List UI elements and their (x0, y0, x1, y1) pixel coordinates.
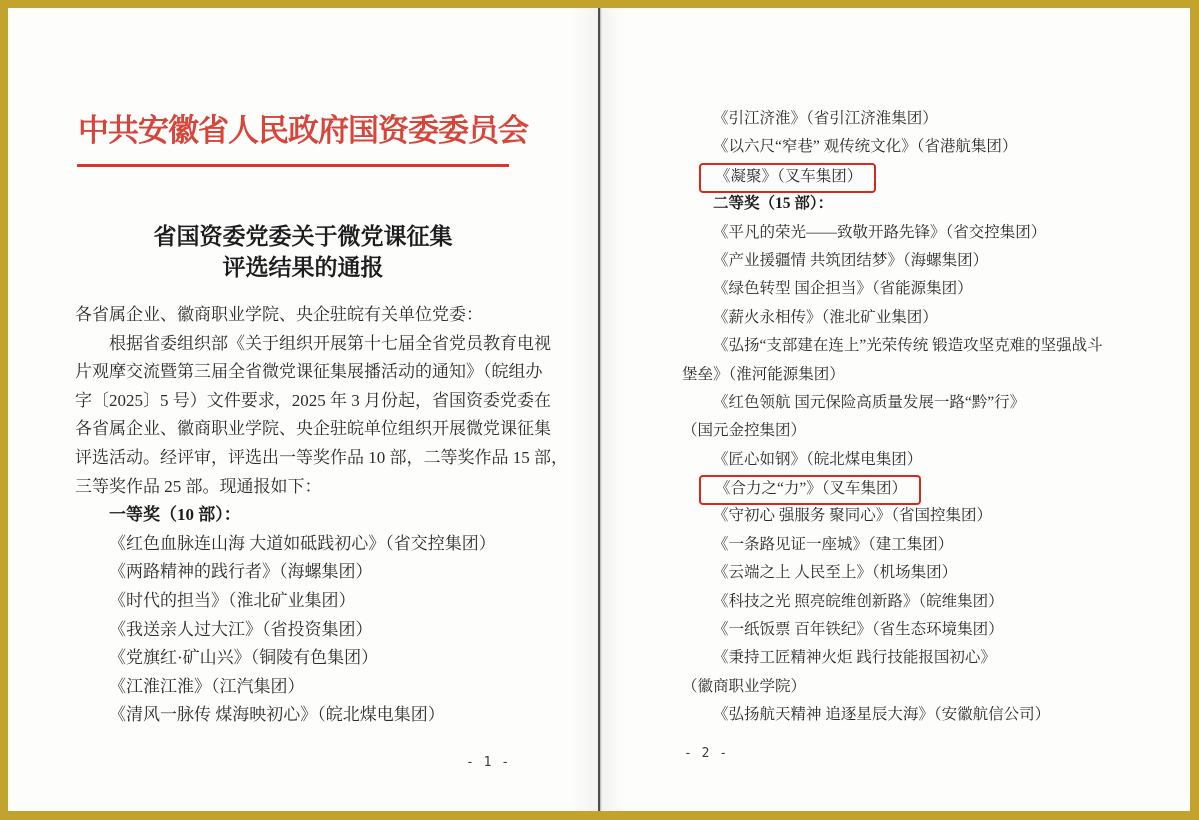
page-1-body (75, 302, 568, 731)
doc-text-line: 《党旗红·矿山兴》（铜陵有色集团） (109, 648, 379, 668)
doc-title-line-2: 评选结果的通报 (222, 255, 384, 280)
doc-text-line: 片观摩交流暨第三届全省微党课征集展播活动的通知》（皖组办 (75, 362, 543, 382)
doc-text-line: 《时代的担当》（淮北矿业集团） (109, 590, 356, 610)
document-sheet (8, 8, 1190, 811)
doc-text-line: 《云端之上 人民至上》（机场集团） (713, 564, 958, 582)
doc-text-line: 《清风一脉传 煤海映初心》（皖北煤电集团） (109, 705, 445, 725)
doc-text-line: 《匠心如钢》（皖北煤电集团） (713, 450, 923, 468)
doc-text-line: 《一条路见证一座城》（建工集团） (713, 535, 954, 553)
doc-text-line: 《我送亲人过大江》（省投资集团） (109, 619, 373, 639)
doc-text-line: 《引江济淮》（省引江济淮集团） (713, 110, 938, 127)
page-2 (600, 8, 1190, 811)
doc-text-line (682, 476, 1160, 504)
doc-text-line: 《弘扬“支部建在连上”光荣传统 锻造攻坚克难的坚强战斗 (713, 337, 1103, 355)
doc-text-line: 《红色领航 国元保险高质量发展一路“黔”行》 (713, 393, 1026, 411)
doc-text-line: 《红色血脉连山海 大道如砥践初心》（省交控集团） (109, 533, 496, 553)
award-tier-heading: 一等奖（10 部）： (109, 505, 241, 525)
doc-title (8, 221, 598, 283)
doc-text-line: 《江淮江淮》（江汽集团） (109, 676, 305, 696)
doc-text-line: 《以六尺“窄巷” 观传统文化》（省港航集团） (713, 138, 1018, 156)
doc-text-line: 《薪火永相传》（淮北矿业集团） (713, 308, 938, 326)
doc-text-line: 各省属企业、徽商职业学院、央企驻皖单位组织开展微党课征集 (75, 419, 551, 439)
doc-text-line: 《平凡的荣光——致敬开路先锋》（省交控集团） (713, 223, 1047, 241)
red-rule-divider (77, 164, 509, 167)
doc-text-line: 《弘扬航天精神 追逐星辰大海》（安徽航信公司） (713, 706, 1051, 724)
doc-text-line: 《绿色转型 国企担当》（省能源集团） (713, 280, 973, 298)
doc-text-line: （徽商职业学院） (682, 677, 807, 695)
red-highlight-box: 《合力之“力”》（叉车集团） (699, 475, 921, 505)
org-header-title: 中共安徽省人民政府国资委委员会 (78, 113, 528, 148)
page-number-2: - 2 - (684, 746, 729, 761)
doc-text-line: 《秉持工匠精神火炬 践行技能报国初心》 (713, 649, 996, 667)
doc-text-line: 《两路精神的践行者》（海螺集团） (109, 562, 373, 582)
doc-text-line: 堡垒》（淮河能源集团） (682, 365, 845, 383)
page-2-body (682, 107, 1160, 732)
doc-text-line: 《科技之光 照亮皖维创新路》（皖维集团） (713, 592, 1004, 610)
doc-title-line-1: 省国资委党委关于微党课征集 (153, 224, 453, 249)
doc-text-line: 根据省委组织部《关于组织开展第十七届全省党员教育电视 (109, 333, 551, 353)
doc-text-line: 各省属企业、徽商职业学院、央企驻皖有关单位党委： (75, 305, 483, 324)
red-highlight-box: 《凝聚》（叉车集团） (699, 163, 876, 193)
doc-text-line: 字〔2025〕5 号）文件要求，2025 年 3 月份起，省国资委党委在 (75, 390, 551, 410)
doc-text-line: 《一纸饭票 百年铁纪》（省生态环境集团） (713, 621, 1004, 639)
doc-text-line: 三等奖作品 25 部。现通报如下： (75, 476, 322, 496)
doc-text-line: 《产业援疆情 共筑团结梦》（海螺集团） (713, 251, 989, 269)
doc-text-line (682, 164, 1160, 192)
award-tier-heading: 二等奖（15 部）： (713, 195, 834, 213)
page-number-1: - 1 - (466, 755, 511, 770)
doc-text-line: （国元金控集团） (682, 422, 807, 440)
doc-text-line: 《守初心 强服务 聚同心》（省国控集团） (713, 507, 993, 525)
doc-text-line: 评选活动。经评审，评选出一等奖作品 10 部，二等奖作品 15 部， (75, 447, 568, 467)
page-1 (8, 8, 598, 811)
